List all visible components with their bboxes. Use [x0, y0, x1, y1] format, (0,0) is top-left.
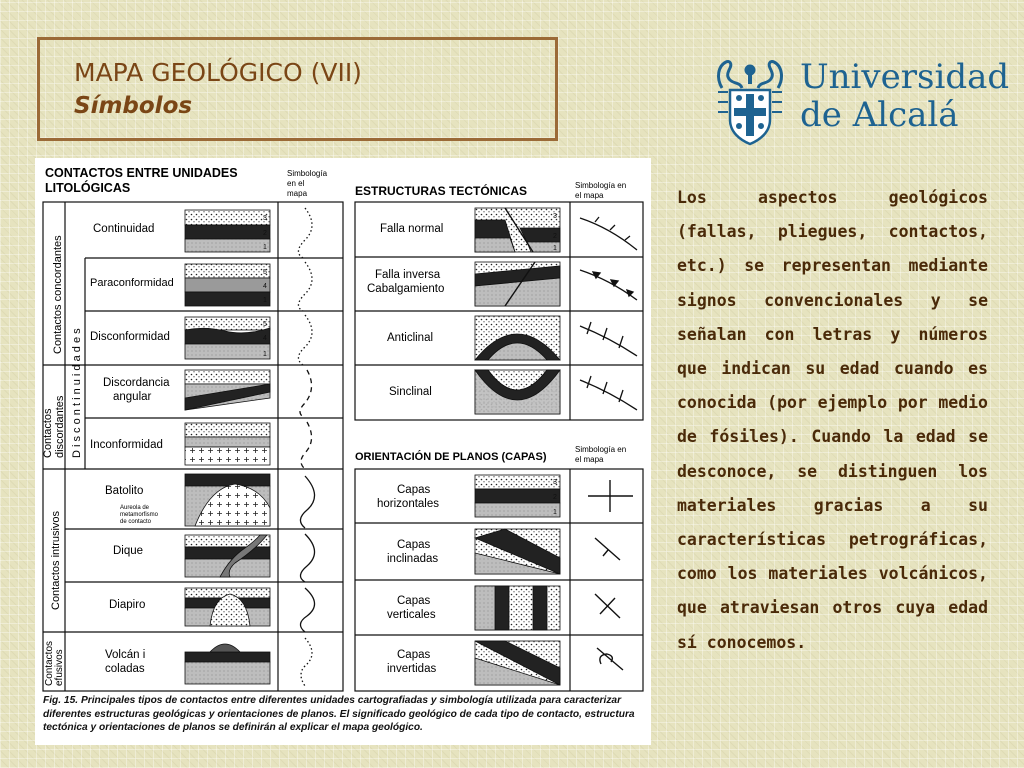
university-logo [712, 57, 1010, 150]
orientation-symbol-header-1: Simbología en [575, 445, 627, 454]
row-label-angular: angular [113, 391, 152, 403]
svg-text:1: 1 [263, 351, 267, 358]
left-symbol-header-3: mapa [287, 189, 308, 198]
tectonic-row-anticlinal: Anticlinal [387, 332, 434, 344]
tectonic-symbol-header-1: Simbología en [575, 181, 627, 190]
group-efusivos-2: efusivos [54, 649, 65, 686]
aureole-label-3: de contacto [120, 519, 152, 525]
svg-text:2: 2 [553, 494, 557, 501]
slide-title: MAPA GEOLÓGICO (VII) [74, 58, 362, 87]
svg-text:2: 2 [263, 230, 267, 237]
orientation-row-horizontales-2: horizontales [377, 498, 440, 510]
group-intrusivos: Contactos intrusivos [50, 510, 62, 610]
svg-text:5: 5 [263, 269, 267, 276]
title-box [37, 37, 558, 141]
orientation-row-verticales-2: verticales [387, 609, 436, 621]
orientation-row-inclinadas-1: Capas [397, 539, 431, 551]
slide-subtitle: Símbolos [74, 93, 193, 119]
group-discontinuidades: D i s c o n t i n u i d a d e s [71, 328, 83, 458]
figure-caption [43, 694, 643, 735]
row-label-dique: Dique [113, 545, 144, 557]
orientation-row-verticales-1: Capas [397, 595, 431, 607]
left-symbol-header-1: Simbología [287, 169, 328, 178]
tectonic-title: ESTRUCTURAS TECTÓNICAS [355, 184, 528, 198]
svg-text:3: 3 [263, 215, 267, 222]
orientation-row-inclinadas-2: inclinadas [387, 553, 439, 565]
svg-text:1: 1 [263, 244, 267, 251]
row-label-diapiro: Diapiro [109, 599, 146, 611]
svg-text:1: 1 [553, 245, 557, 252]
tectonic-row-falla-normal: Falla normal [380, 223, 444, 235]
body-paragraph: Los aspectos geológicos (fallas, pliegues, contactos, etc.) se representan mediante signos convencionales y se señalan con letras y números que indican su edad cuando es conocida (por ejemplo por medio de fósiles). Cuando la edad se desconoce, se distinguen los materiales gracias a su características petrográficas, como los materiales volcánicos, que atraviesan otros cuya edad sí conocemos. [677, 188, 988, 652]
logo-line2: de Alcalá [800, 95, 959, 135]
row-label-continuidad: Continuidad [93, 223, 155, 235]
figure-caption-text: Principales tipos de contactos entre diferentes unidades cartografiadas y simbología utilizada para caracterizar diferentes estructuras geológicas y orientaciones de planos. El significado geológico de cada tipo de contacto, estructura tectónica y orientaciones de planos se definirán al explicar el mapa geológico. [43, 695, 635, 733]
row-label-paraconformidad: Paraconformidad [90, 277, 174, 289]
geologic-symbols-figure [35, 158, 651, 745]
svg-text:2: 2 [553, 233, 557, 240]
orientation-symbol-header-2: el mapa [575, 455, 604, 464]
left-title-line1: CONTACTOS ENTRE UNIDADES [45, 166, 238, 180]
row-label-inconformidad: Inconformidad [90, 439, 163, 451]
group-discordantes-1: Contactos [42, 408, 54, 458]
left-title-line2: LITOLÓGICAS [45, 181, 131, 195]
logo-line1: Universidad [800, 57, 1010, 97]
orientation-symbols [588, 480, 633, 670]
aureole-label-2: metamorfismo [120, 512, 159, 518]
tectonic-row-sinclinal: Sinclinal [389, 386, 432, 398]
aureole-label-1: Aureola de [120, 505, 150, 511]
orientation-row-invertidas-2: invertidas [387, 663, 437, 675]
university-crest-icon [712, 58, 788, 148]
figure-diagram [35, 158, 651, 698]
group-efusivos-1: Contactos [44, 640, 55, 686]
row-label-coladas: coladas [105, 663, 145, 675]
left-strata-blocks [185, 210, 270, 684]
svg-text:5: 5 [263, 321, 267, 328]
left-symbol-header-2: en el [287, 179, 305, 188]
row-label-volcan: Volcán i [105, 649, 146, 661]
figure-caption-label: Fig. 15. [43, 695, 79, 706]
tectonic-symbol-lines [580, 217, 637, 410]
row-label-discordancia: Discordancia [103, 377, 170, 389]
tectonic-row-cabalgamiento: Cabalgamiento [367, 283, 445, 295]
orientation-row-invertidas-1: Capas [397, 649, 431, 661]
tectonic-symbol-header-2: el mapa [575, 191, 604, 200]
svg-text:3: 3 [553, 479, 557, 486]
orientation-row-horizontales-1: Capas [397, 484, 431, 496]
group-discordantes-2: discordantes [54, 395, 66, 458]
orientation-title: ORIENTACIÓN DE PLANOS (CAPAS) [355, 451, 547, 463]
svg-text:3: 3 [553, 213, 557, 220]
svg-text:4: 4 [263, 283, 267, 290]
svg-text:1: 1 [553, 509, 557, 516]
row-label-disconformidad: Disconformidad [90, 331, 170, 343]
left-symbol-lines [298, 208, 314, 686]
svg-text:4: 4 [263, 335, 267, 342]
group-concordantes: Contactos concordantes [52, 235, 64, 354]
row-label-batolito: Batolito [105, 485, 144, 497]
svg-text:1: 1 [263, 297, 267, 304]
tectonic-row-falla-inversa: Falla inversa [375, 269, 441, 281]
